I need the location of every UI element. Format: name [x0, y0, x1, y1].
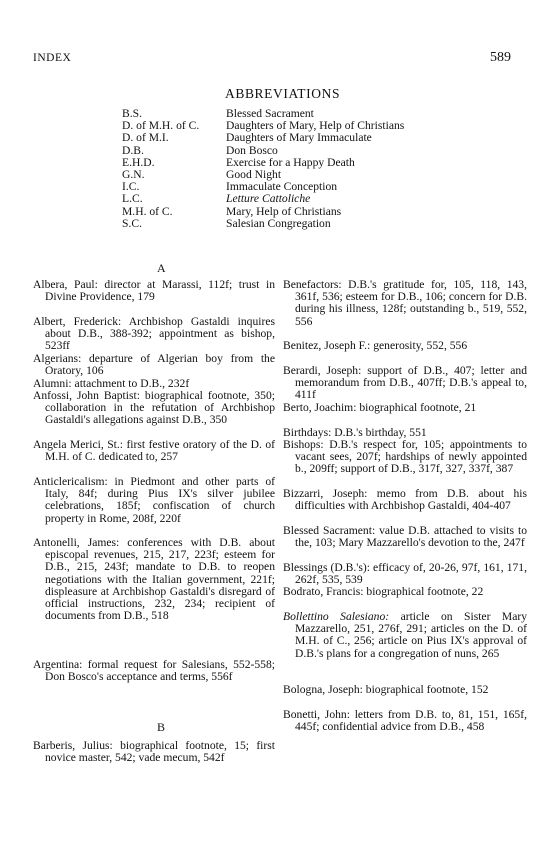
entry-heading: Bologna, Joseph:: [283, 683, 363, 696]
page-number: 589: [490, 50, 511, 65]
index-entry: [33, 316, 275, 353]
entry-heading: Barberis, Julius:: [33, 739, 113, 752]
entry-text: D.B.'s gratitude for, 105, 118, 143, 361f, 536; esteem for D.B., 106; concern for D.B. during his illness, 128f; outstanding b., 519, 552, 556: [295, 278, 527, 328]
entry-text: first festive oratory of the D. of M.H. of C. dedicated to, 257: [45, 438, 275, 464]
abbreviation-row: [122, 145, 404, 157]
abbreviation-key: M.H. of C.: [122, 204, 173, 218]
abbreviation-value: Salesian Congregation: [226, 216, 331, 230]
section-letter-b: B: [157, 720, 166, 734]
abbreviation-key: L.C.: [122, 192, 143, 206]
entry-text: D.B.'s birthday, 551: [331, 426, 427, 439]
entry-heading: Birthdays:: [283, 426, 332, 439]
abbreviation-row: [122, 193, 404, 205]
abbreviation-key: S.C.: [122, 216, 142, 230]
entry-heading: Berto, Joachim:: [283, 401, 357, 414]
abbreviation-row: [122, 218, 404, 230]
entry-text: generosity, 552, 556: [370, 339, 468, 352]
entry-text: in Piedmont and other parts of Italy, 84f; during Pius IX's silver jubilee celebrations, 185f; confiscation of church property in Rome, 208f, 220f: [45, 475, 275, 525]
entry-heading: Benefactors:: [283, 278, 342, 291]
entry-text: director at Marassi, 112f; trust in Divine Providence, 179: [45, 278, 275, 304]
index-entry: [33, 740, 275, 764]
entry-text: departure of Algerian boy from the Oratory, 106: [45, 352, 275, 378]
abbreviation-value: Daughters of Mary Immaculate: [226, 131, 372, 145]
index-entry: [33, 353, 275, 377]
entry-text: conferences with D.B. about episcopal revenues, 215, 217, 223f; esteem for D.B., 215, 243f; mandate to D.B. to reopen negotiations with the Italian government, 221f; displeasure at Archbishop Gastaldi's disregard of official instructions, 232, 234; recipient of documents from D.B., 518: [45, 536, 275, 623]
abbreviation-key: D. of M.I.: [122, 131, 169, 145]
entry-heading: Benitez, Joseph F.:: [283, 339, 371, 352]
entry-text: D.B.'s respect for, 105; appointments to vacant sees, 207f; hardships of newly appointed b., 209ff; support of D.B., 317f, 327, 337f, 387: [295, 438, 527, 476]
abbreviation-key: E.H.D.: [122, 155, 155, 169]
abbreviations-title: ABBREVIATIONS: [225, 86, 341, 101]
entry-heading: Bizzarri, Joseph:: [283, 487, 368, 500]
abbreviation-value: Good Night: [226, 168, 282, 182]
entry-heading: Blessed Sacrament:: [283, 524, 376, 537]
abbreviation-key: D. of M.H. of C.: [122, 119, 200, 133]
abbreviation-key: G.N.: [122, 168, 145, 182]
entry-text: biographical footnote, 152: [362, 683, 489, 696]
entry-text: efficacy of, 20-26, 97f, 161, 171, 262f, 535, 539: [295, 561, 527, 587]
abbreviation-value: Mary, Help of Christians: [226, 204, 342, 218]
abbreviation-value: Exercise for a Happy Death: [226, 155, 355, 169]
section-letter-a: A: [157, 261, 166, 275]
index-entry: [33, 476, 275, 525]
running-head: INDEX: [33, 52, 72, 64]
index-entry: [283, 611, 527, 660]
entry-text: Archbishop Gastaldi inquires about D.B., 388-392; appointment as bishop, 523ff: [45, 315, 276, 353]
entry-text: support of D.B., 407; letter and memorandum from D.B., 407ff; D.B.'s appeal to, 411f: [295, 364, 527, 402]
abbreviation-row: [122, 206, 404, 218]
entry-heading: Antonelli, James:: [33, 536, 120, 549]
index-entry: [283, 402, 527, 414]
abbreviation-row: [122, 132, 404, 144]
abbreviation-value: Daughters of Mary, Help of Christians: [226, 119, 405, 133]
index-entry: [283, 279, 527, 328]
entry-text: article on Sister Mary Mazzarello, 251, 276f, 291; articles on the D. of M.H. of C., 256; article on Pius IX's approval of D.B.'s plans for a congregation of nuns, 265: [295, 610, 527, 660]
entry-text: biographical footnote, 21: [356, 401, 477, 414]
entry-text: value D.B. attached to visits to the, 103; Mary Mazzarello's devotion to the, 247f: [295, 524, 527, 550]
entry-heading: Bishops:: [283, 438, 324, 451]
abbreviation-value: Letture Cattoliche: [226, 192, 311, 206]
entry-heading: Albert, Frederick:: [33, 315, 122, 328]
index-entry: [283, 488, 527, 512]
abbreviations-table: [122, 108, 404, 230]
index-entry: [33, 659, 275, 683]
entry-heading: Alumni:: [33, 377, 72, 390]
index-entry: [283, 684, 527, 696]
abbreviation-key: D.B.: [122, 143, 144, 157]
index-entry: [283, 340, 527, 352]
index-entry: [33, 390, 275, 427]
abbreviation-value: Immaculate Conception: [226, 180, 338, 194]
entry-heading: Albera, Paul:: [33, 278, 98, 291]
entry-heading: Blessings (D.B.'s):: [283, 561, 370, 574]
entry-heading: Angela Merici, St.:: [33, 438, 123, 451]
abbreviation-key: I.C.: [122, 180, 140, 194]
entry-heading: Bollettino Salesiano:: [283, 610, 390, 623]
index-entry: [283, 562, 527, 586]
entry-heading: Bonetti, John:: [283, 708, 350, 721]
entry-text: biographical footnote, 15; first novice master, 542; vade mecum, 542f: [45, 739, 275, 765]
index-entry: [33, 537, 275, 622]
entry-heading: Berardi, Joseph:: [283, 364, 362, 377]
abbreviation-key: B.S.: [122, 107, 142, 120]
index-entry: [33, 279, 275, 303]
entry-heading: Bodrato, Francis:: [283, 585, 364, 598]
index-entry: [283, 586, 527, 598]
index-entry: [283, 709, 527, 733]
index-entry: [283, 439, 527, 476]
abbreviation-value: Don Bosco: [226, 143, 278, 157]
entry-text: memo from D.B. about his difficulties with Archbishop Gastaldi, 404-407: [295, 487, 527, 513]
index-entry: [283, 365, 527, 402]
entry-text: biographical footnote, 350; collaboration in the refutation of Archbishop Gastaldi's allegations against D.B., 350: [45, 389, 275, 427]
entry-text: biographical footnote, 22: [363, 585, 484, 598]
entry-heading: Algerians:: [33, 352, 82, 365]
entry-heading: Argentina:: [33, 658, 83, 671]
entry-text: letters from D.B. to, 81, 151, 165f, 445f; confidential advice from D.B., 458: [295, 708, 527, 734]
entry-text: attachment to D.B., 232f: [71, 377, 190, 390]
index-entry: [33, 439, 275, 463]
abbreviation-value: Blessed Sacrament: [226, 107, 314, 120]
entry-heading: Anticlericalism:: [33, 475, 108, 488]
entry-text: formal request for Salesians, 552-558; Don Bosco's acceptance and terms, 556f: [45, 658, 275, 684]
index-entry: [283, 525, 527, 549]
entry-heading: Anfossi, John Baptist:: [33, 389, 140, 402]
